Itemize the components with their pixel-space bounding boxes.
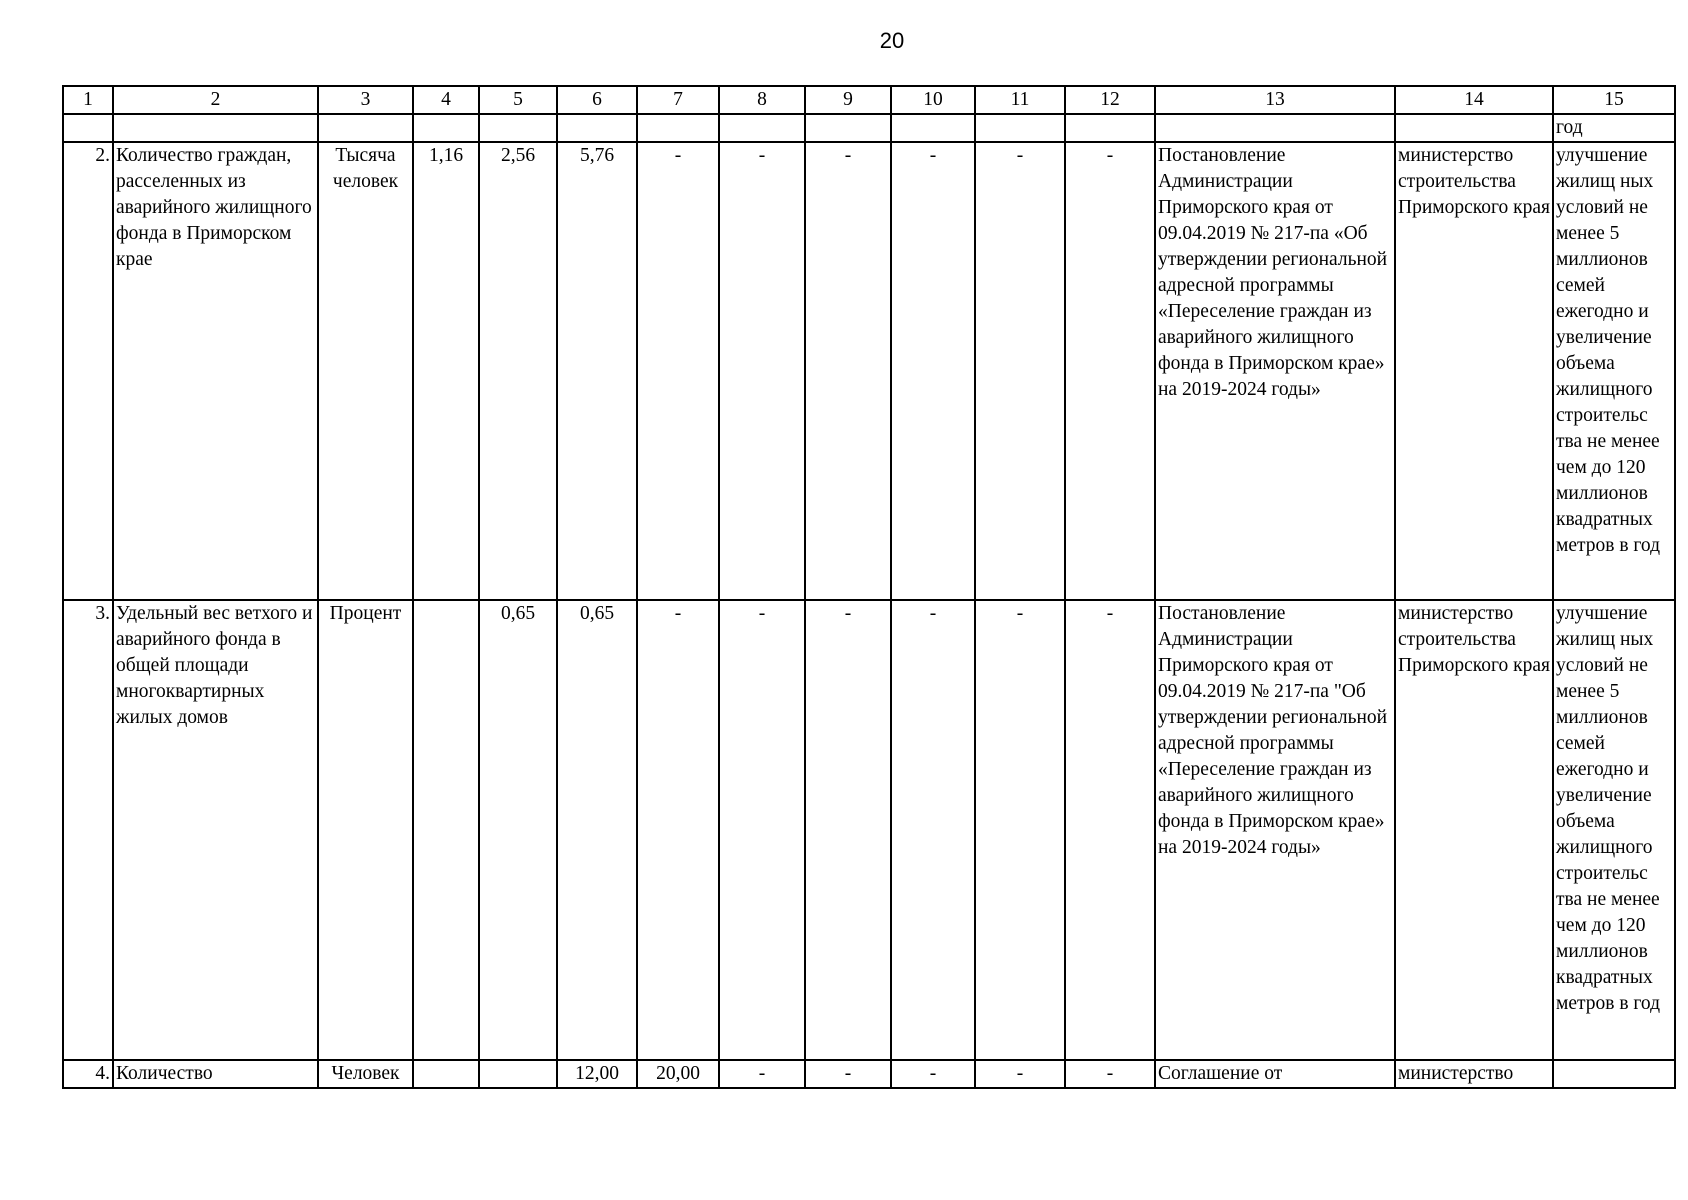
- column-number-row: [63, 86, 1675, 114]
- document-cell: Постановление Администрации Приморского края от 09.04.2019 № 217-па «Об утверждении региональной адресной программы «Переселение граждан из аварийного жилищного фонда в Приморском крае» на 2019-2024 годы»: [1155, 142, 1395, 600]
- header-cell: 6: [557, 86, 637, 114]
- value-cell: 20,00: [637, 1060, 719, 1088]
- header-cell: 5: [479, 86, 557, 114]
- value-cell: -: [975, 142, 1065, 600]
- header-cell: 1: [63, 86, 113, 114]
- value-cell: -: [719, 142, 805, 600]
- indicator-name: Удельный вес ветхого и аварийного фонда в общей площади многоквартирных жилых домов: [113, 600, 318, 1060]
- value-cell: -: [805, 1060, 891, 1088]
- header-cell: 13: [1155, 86, 1395, 114]
- header-cell: 12: [1065, 86, 1155, 114]
- header-cell: 4: [413, 86, 479, 114]
- indicators-table: [62, 85, 1676, 1089]
- value-cell: -: [975, 600, 1065, 1060]
- value-cell: -: [975, 1060, 1065, 1088]
- value-cell: -: [719, 1060, 805, 1088]
- continuation-row: [63, 114, 1675, 142]
- value-cell: -: [719, 600, 805, 1060]
- unit-cell: Тысяча человек: [318, 142, 413, 600]
- row-number: 3.: [63, 600, 113, 1060]
- indicator-name: Количество: [113, 1060, 318, 1088]
- unit-cell: Человек: [318, 1060, 413, 1088]
- responsible-cell: министерство: [1395, 1060, 1553, 1088]
- value-cell: -: [1065, 1060, 1155, 1088]
- value-cell: 12,00: [557, 1060, 637, 1088]
- row-number: 4.: [63, 1060, 113, 1088]
- value-cell: 5,76: [557, 142, 637, 600]
- unit-cell: Процент: [318, 600, 413, 1060]
- row-number: 2.: [63, 142, 113, 600]
- value-cell: [413, 1060, 479, 1088]
- continuation-goal-cell: год: [1553, 114, 1675, 142]
- header-cell: 2: [113, 86, 318, 114]
- value-cell: -: [1065, 600, 1155, 1060]
- goal-cell: улучшение жилищ ных условий не менее 5 миллионов семей ежегодно и увеличение объема жилищного строительс тва не менее чем до 120 миллионов квадратных метров в год: [1553, 142, 1675, 600]
- goal-cell: улучшение жилищ ных условий не менее 5 миллионов семей ежегодно и увеличение объема жилищного строительс тва не менее чем до 120 миллионов квадратных метров в год: [1553, 600, 1675, 1060]
- value-cell: [479, 1060, 557, 1088]
- header-cell: 14: [1395, 86, 1553, 114]
- responsible-cell: министерство строительства Приморского края: [1395, 142, 1553, 600]
- value-cell: -: [891, 1060, 975, 1088]
- value-cell: [413, 600, 479, 1060]
- header-cell: 7: [637, 86, 719, 114]
- table-row: [63, 600, 1675, 1060]
- responsible-cell: министерство строительства Приморского края: [1395, 600, 1553, 1060]
- value-cell: -: [891, 600, 975, 1060]
- header-cell: 15: [1553, 86, 1675, 114]
- value-cell: -: [637, 142, 719, 600]
- document-cell: Соглашение от: [1155, 1060, 1395, 1088]
- value-cell: -: [805, 600, 891, 1060]
- value-cell: 2,56: [479, 142, 557, 600]
- goal-cell: [1553, 1060, 1675, 1088]
- header-cell: 8: [719, 86, 805, 114]
- header-cell: 10: [891, 86, 975, 114]
- page-number: 20: [879, 28, 905, 53]
- document-cell: Постановление Администрации Приморского края от 09.04.2019 № 217-па "Об утверждении региональной адресной программы «Переселение граждан из аварийного жилищного фонда в Приморском крае» на 2019-2024 годы»: [1155, 600, 1395, 1060]
- value-cell: 0,65: [479, 600, 557, 1060]
- value-cell: -: [891, 142, 975, 600]
- value-cell: -: [1065, 142, 1155, 600]
- header-cell: 9: [805, 86, 891, 114]
- header-cell: 11: [975, 86, 1065, 114]
- value-cell: -: [805, 142, 891, 600]
- value-cell: 0,65: [557, 600, 637, 1060]
- indicator-name: Количество граждан, расселенных из аварийного жилищного фонда в Приморском крае: [113, 142, 318, 600]
- value-cell: 1,16: [413, 142, 479, 600]
- table-row: [63, 142, 1675, 600]
- table-row: [63, 1060, 1675, 1088]
- value-cell: -: [637, 600, 719, 1060]
- header-cell: 3: [318, 86, 413, 114]
